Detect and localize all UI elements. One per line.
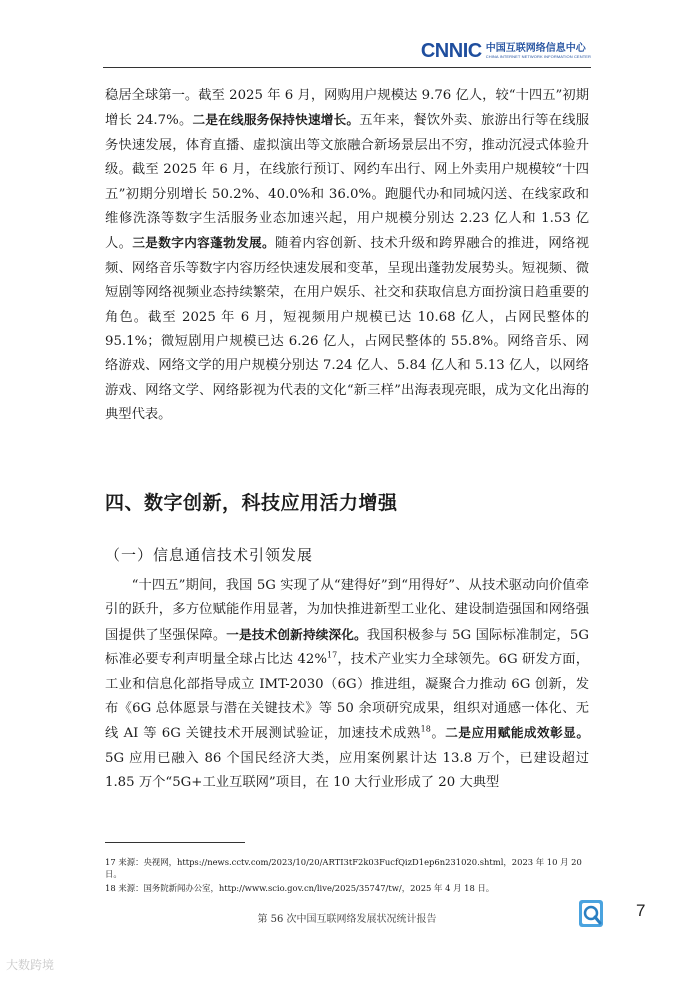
footnote-ref[interactable]: 18 bbox=[420, 725, 431, 735]
watermark: 大数跨境 bbox=[6, 958, 55, 972]
section-heading: 四、数字创新，科技应用活力增强 bbox=[105, 492, 398, 514]
header-divider bbox=[103, 67, 591, 68]
footnotes bbox=[105, 856, 589, 896]
report-search-icon bbox=[578, 899, 606, 929]
logo-chinese-name: 中国互联网络信息中心 bbox=[485, 43, 586, 54]
footnote: 17 来源：央视网，https://news.cctv.com/2023/10/20/ARTI3tF2k03FucfQizD1ep6n231020.shtml，2023 年 10 月 20 日。 bbox=[105, 857, 582, 879]
paragraph: “十四五”期间，我国 5G 实现了从“建得好”到“用得好”、从技术驱动向价值牵引的跃升，多方位赋能作用显著，为加快推进新型工业化、建设制造强国和网络强国提供了坚强保障。一是技术创新持续深化。我国积极参与 5G 国际标准制定，5G 标准必要专利声明量全球占比达 42%$^{17}$，技术产业实力全球领先。6G 研发方面，工业和信息化部指导成立 IMT-2030（6G）推进组，凝聚合力推动 6G 创新，发布《6G 总体愿景与潜在关键技术》等 50 余项研究成果，组织对通感一体化、无线 AI 等 6G 关键技术开展测试验证，加速技术成熟$^{18}$。二是应用赋能成效彰显。5G 应用已融入 86 个国民经济大类，应用案例累计达 13.8 万个，已建设超过 1.85 万个“5G+工业互联网”项目，在 10 大行业形成了 20 大典型 bbox=[105, 578, 590, 791]
subsection-heading: （一）信息通信技术引领发展 bbox=[105, 546, 314, 564]
page-header bbox=[103, 40, 591, 68]
footnote: 18 来源：国务院新闻办公室，http://www.scio.gov.cn/live/2025/35747/tw/，2025 年 4 月 18 日。 bbox=[105, 883, 495, 893]
cnnic-logo bbox=[421, 40, 591, 63]
bold-lead: 二是在线服务保持快速增长。 bbox=[192, 112, 360, 128]
body-text-top bbox=[105, 84, 589, 428]
body-text-bottom bbox=[105, 574, 589, 796]
footnote-divider bbox=[105, 842, 245, 843]
bold-lead: 一是技术创新持续深化。 bbox=[226, 626, 367, 642]
paragraph: 稳居全球第一。截至 2025 年 6 月，网购用户规模达 9.76 亿人，较“十四五”初期增长 24.7%。二是在线服务保持快速增长。五年来，餐饮外卖、旅游出行等在线服务快速发展，体育直播、虚拟演出等文旅融合新场景层出不穷，推动沉浸式体验升级。截至 2025 年 6 月，在线旅行预订、网约车出行、网上外卖用户规模较“十四五”初期分别增长 50.2%、40.0%和 36.0%。跑腿代办和同城闪送、在线家政和维修洗涤等数字生活服务业态加速兴起，用户规模分别达 2.23 亿人和 1.53 亿人。三是数字内容蓬勃发展。随着内容创新、技术升级和跨界融合的推进，网络视频、网络音乐等数字内容历经快速发展和变革，呈现出蓬勃发展势头。短视频、微短剧等网络视频业态持续繁荣，在用户娱乐、社交和获取信息方面扮演日趋重要的角色。截至 2025 年 6 月，短视频用户规模已达 10.68 亿人，占网民整体的 95.1%；微短剧用户规模已达 6.26 亿人，占网民整体的 55.8%。网络音乐、网络游戏、网络文学的用户规模分别达 7.24 亿人、5.84 亿人和 5.13 亿人，以网络游戏、网络文学、网络影视为代表的文化“新三样”出海表现亮眼，成为文化出海的典型代表。 bbox=[105, 88, 590, 423]
logo-english-name: CHINA INTERNET NETWORK INFORMATION CENTER bbox=[485, 54, 591, 59]
bold-lead: 二是应用赋能成效彰显。 bbox=[445, 725, 590, 741]
footnote-ref[interactable]: 17 bbox=[327, 650, 338, 660]
logo-mark: CNNIC bbox=[420, 40, 482, 62]
page-number: 7 bbox=[636, 901, 646, 920]
footer-report-title: 第 56 次中国互联网络发展状况统计报告 bbox=[257, 914, 437, 925]
bold-lead: 三是数字内容蓬勃发展。 bbox=[132, 235, 275, 251]
